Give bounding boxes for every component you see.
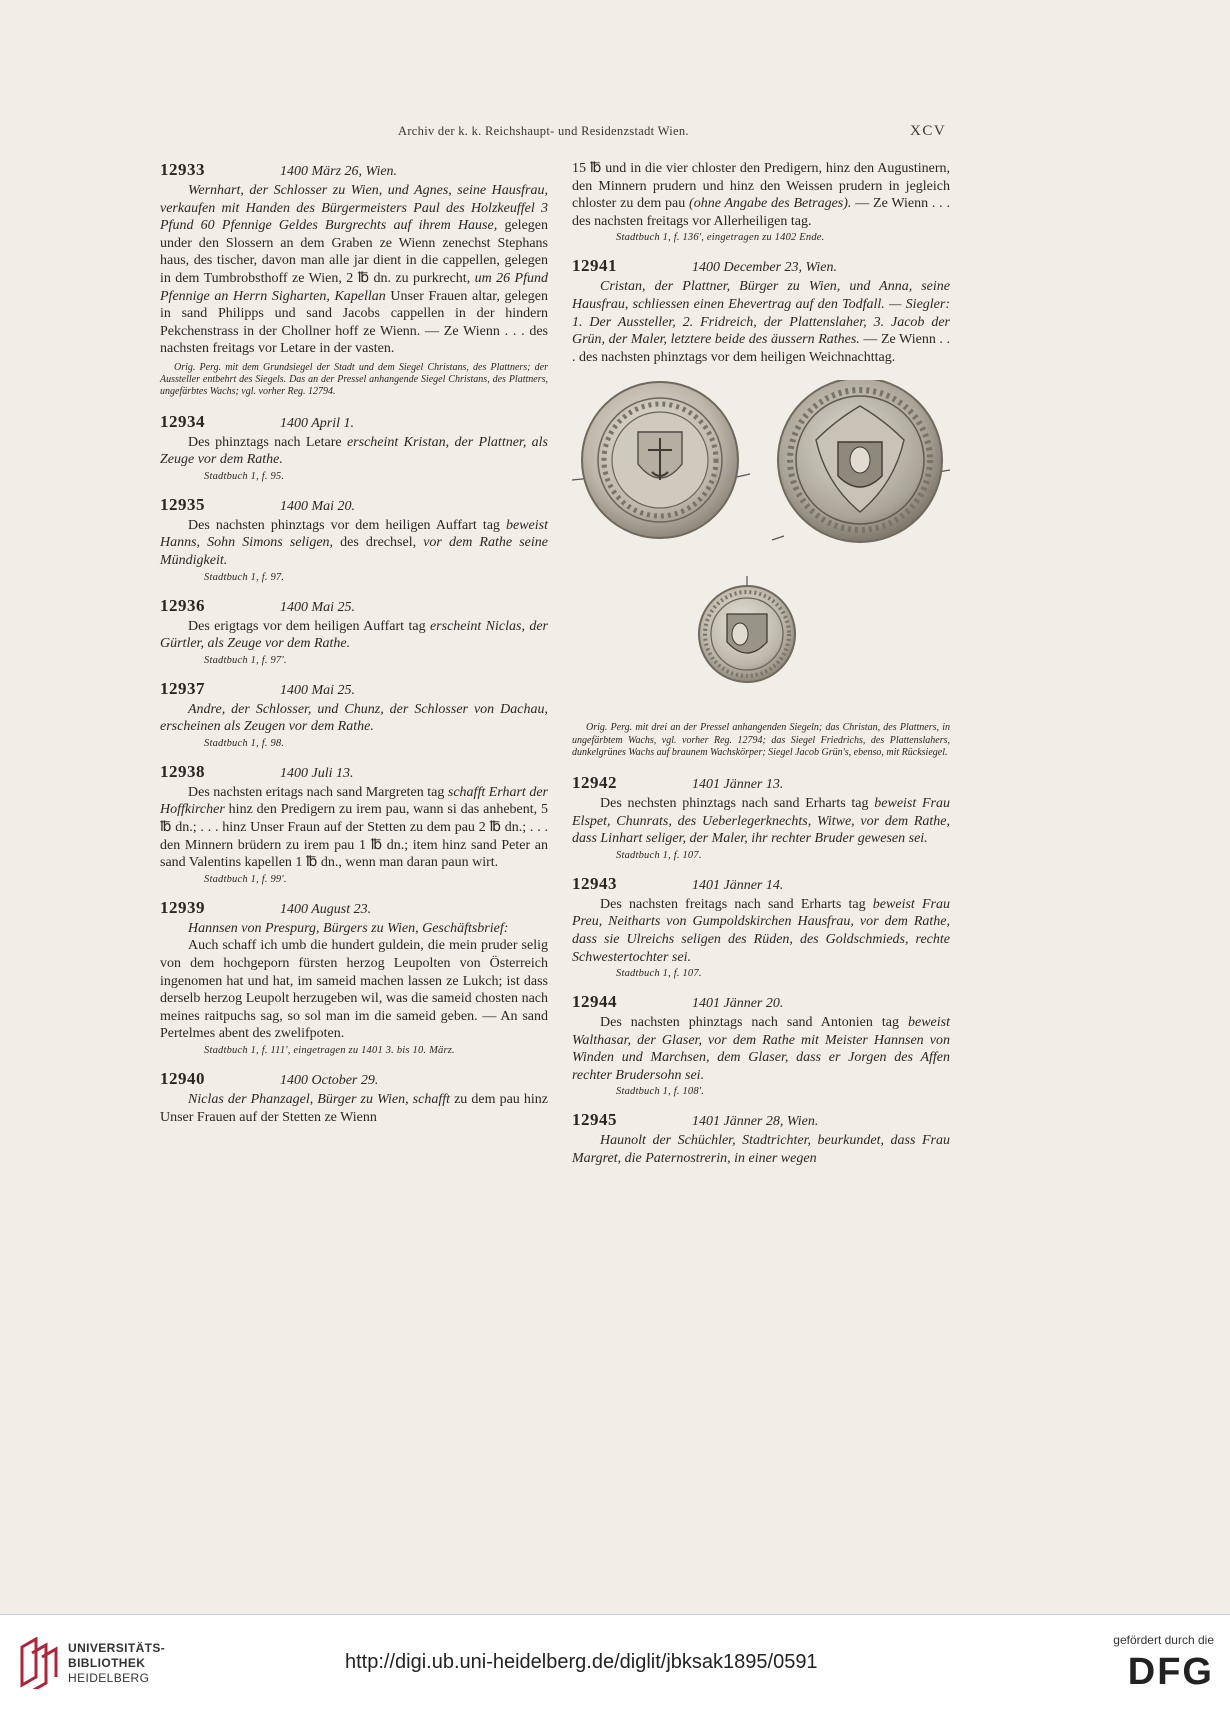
entry-number: 12944: [572, 992, 617, 1012]
source-reference: Stadtbuch 1, f. 98.: [204, 737, 285, 749]
funded-by-label: gefördert durch die: [1113, 1633, 1214, 1647]
entry-heading: [160, 495, 548, 515]
entry-heading: [572, 992, 950, 1012]
text-run: erscheint Kristan, der Plattner, als Zeuge vor dem Rathe.: [160, 434, 548, 468]
entry-text: [160, 701, 548, 736]
library-mark-icon: [18, 1637, 60, 1689]
regest-entry-12937: [160, 679, 548, 749]
funder-block: [1078, 1633, 1218, 1703]
regest-entry-12941: [572, 256, 950, 366]
library-name-line3: HEIDELBERG: [68, 1671, 150, 1685]
digitization-footer: [0, 1614, 1230, 1715]
library-name-line2: BIBLIOTHEK: [68, 1656, 146, 1670]
text-run: Hannsen von Prespurg, Bürgers zu Wien, Geschäftsbrief:: [188, 920, 509, 936]
left-column: [160, 160, 548, 1139]
entry-text: [572, 896, 950, 966]
dfg-logo[interactable]: DFG: [1127, 1651, 1214, 1693]
entry-date: 1400 April 1.: [280, 415, 355, 431]
entry-text: [160, 182, 548, 358]
regest-entry-12945: [572, 1110, 950, 1167]
text-run: zu dem pau hinz Unser Frauen auf der Stetten ze Wienn: [160, 1092, 548, 1125]
text-run: — Ze Wienn . . . des nachsten freitags vor Allerheiligen tag.: [572, 196, 950, 229]
regest-entry-12935: [160, 495, 548, 583]
text-run: erscheint Niclas, der Gürtler, als Zeuge vor dem Rathe.: [160, 618, 548, 652]
text-run: Des erigtags vor dem heiligen Auffart tag: [188, 618, 430, 634]
text-run: — Ze Wienn . . . des nachsten phinztags vor dem heiligen Weichnachttag.: [572, 332, 950, 365]
seal-christan-icon: [572, 382, 750, 538]
source-reference: Stadtbuch 1, f. 108'.: [616, 1086, 705, 1098]
source-reference: Stadtbuch 1, f. 97.: [204, 571, 285, 583]
entry-text: [160, 1091, 548, 1126]
library-name-line1: UNIVERSITÄTS-: [68, 1641, 166, 1655]
continuation-12940: [572, 160, 950, 243]
text-run: um 26 Pfund Pfennige an Herrn Sigharten, Kapellan: [160, 270, 548, 304]
entry-heading: [572, 874, 950, 894]
text-run: vor dem Rathe seine Mündigkeit.: [160, 535, 548, 568]
text-run: beweist Walthasar, der Glaser, vor dem Rathe mit Meister Hannsen von Winden und Marchsen, dem Glaser, dass er Jorgen des Affen rechter Brudersohn sei.: [572, 1015, 950, 1083]
regest-entry-12940: [160, 1069, 548, 1126]
regest-entry-12936: [160, 596, 548, 666]
text-run: Niclas der Phanzagel, Bürger zu Wien, schafft: [188, 1092, 450, 1108]
text-run: Des nachsten phinztags nach sand Antonien tag: [600, 1015, 908, 1031]
source-reference: Stadtbuch 1, f. 111', eingetragen zu 1401 3. bis 10. März.: [204, 1045, 455, 1057]
entry-date: 1400 August 23.: [280, 901, 372, 917]
entry-heading: [160, 762, 548, 782]
text-run: Cristan, der Plattner, Bürger zu Wien, und Anna, seine Hausfrau, schliessen einen Ehevertrag auf den Todfall. — Siegler: 1. Der Aussteller, 2. Fridreich, der Plattenslaher, 3. Jacob der Grün, der Maler, letztere beide des äussern Rathes.: [572, 279, 950, 348]
text-run: 15 ℔ und in die vier chloster den Predigern, hinz den Augustinern, den Minnern prudern und hinz den Weissen prudern in jegleich chloster zu dem pau: [572, 161, 950, 212]
entry-number: 12936: [160, 595, 205, 615]
source-reference: Stadtbuch 1, f. 136', eingetragen zu 1402 Ende.: [616, 232, 825, 244]
entry-heading: [572, 1110, 950, 1130]
entry-number: 12938: [160, 761, 205, 781]
source-reference: Stadtbuch 1, f. 107.: [616, 849, 702, 861]
entry-heading: [160, 1069, 548, 1089]
entry-date: 1400 Juli 13.: [280, 765, 354, 781]
running-header: [0, 124, 1230, 148]
entry-heading: [160, 596, 548, 616]
text-run: Des nachsten phinztags vor dem heiligen Auffart tag: [188, 517, 506, 533]
entry-text: [572, 1132, 950, 1167]
entry-date: 1401 Jänner 28, Wien.: [692, 1114, 819, 1130]
regest-entry-12934: [160, 412, 548, 482]
text-run: hinz den Predigern zu irem pau, wann si das anhebent, 5 ℔ dn.; . . . hinz Unser Fraun auf der Stetten zu dem pau 2 ℔ dn.; . . . den Minnern brüdern zu irem pau 1 ℔ dn.; item hinz sand Peter an sand Valentins kapellen 1 ℔ dn., wenn man daran paun wirt.: [160, 802, 548, 871]
text-run: Wernhart, der Schlosser zu Wien, und Agnes, seine Hausfrau, verkaufen mit Handen des Bürgermeisters Paul des Holzkeuffel 3 Pfund 60 Pfennige Geldes Burgrechts auf ihrem Hause,: [160, 183, 548, 234]
entry-number: 12939: [160, 897, 205, 917]
entry-number: 12935: [160, 494, 205, 514]
entry-note: Orig. Perg. mit dem Grundsiegel der Stadt und dem Siegel Christans, des Plattners; der Aussteller entbehrt des Siegels. Das an der Pressel anhangende Siegel Christans, des Plattners, ungefärbtes Wachs; vgl. vorher Reg. 12794.: [160, 361, 548, 398]
text-run: Des phinztags nach Letare: [188, 434, 347, 450]
entry-text: [572, 795, 950, 848]
entry-heading: [572, 773, 950, 793]
entry-number: 12937: [160, 678, 205, 698]
regest-entry-12938: [160, 762, 548, 885]
entry-text: [160, 618, 548, 653]
entry-text: [572, 1014, 950, 1084]
entry-text: [160, 784, 548, 872]
entry-date: 1400 Mai 20.: [280, 498, 356, 514]
entry-heading: [160, 898, 548, 918]
text-run: Andre, der Schlosser, und Chunz, der Schlosser von Dachau, erscheinen als Zeugen vor dem Rathe.: [160, 701, 548, 735]
regest-entry-12939: [160, 898, 548, 1056]
entry-heading: [572, 256, 950, 276]
text-run: Haunolt der Schüchler, Stadtrichter, beurkundet, dass Frau Margret, die Paternostrerin, in einer wegen: [572, 1133, 950, 1167]
text-run: Unser Frauen altar, gelegen in sand Philipps und sand Jacobs cappellen in der hindern Pekchenstrass in der Chollner hoff ze Wienn. — Ze Wienn . . . des nachsten freitags vor Letare in der vasten.: [160, 288, 548, 357]
entry-number: 12933: [160, 160, 205, 179]
seal-illustrations: [572, 380, 950, 716]
source-reference: Stadtbuch 1, f. 99'.: [204, 873, 287, 885]
entry-date: 1400 Mai 25.: [280, 599, 356, 615]
entry-text: [160, 920, 548, 938]
entry-date: 1401 Jänner 14.: [692, 877, 784, 893]
regest-entry-12942: [572, 773, 950, 861]
entry-number: 12945: [572, 1110, 617, 1130]
seals-engraving: [572, 380, 950, 716]
library-logo[interactable]: [18, 1637, 178, 1693]
entry-date: 1400 Mai 25.: [280, 682, 356, 698]
source-reference: Stadtbuch 1, f. 97'.: [204, 654, 287, 666]
page-number: XCV: [910, 123, 947, 139]
text-run: beweist Hanns, Sohn Simons seligen,: [160, 517, 548, 551]
entry-number: 12943: [572, 873, 617, 893]
entry-date: 1401 Jänner 20.: [692, 996, 784, 1012]
entry-heading: [160, 412, 548, 432]
source-reference: Stadtbuch 1, f. 95.: [204, 470, 285, 482]
text-run: beweist Frau Preu, Neitharts von Gumpoldskirchen Hausfrau, vor dem Rathe, dass sie Ulreichs seligen des Rüden, des Goldschmieds, rechte Schwestertochter sei.: [572, 896, 950, 965]
text-run: Des nachsten freitags nach sand Erharts tag: [600, 896, 873, 912]
entry-date: 1400 December 23, Wien.: [692, 260, 838, 276]
entry-quotation: Auch schaff ich umb die hundert guldein, die mein pruder selig von dem hochgeporn fürsten herzog Leupolten von Österreich ingenomen hat und hat, im sameid machen lassen ze Lukch; ist dass derselb herzog Leupolt herzugeben wil, was die sameid chosten nach meines raitpuchs sag, so sol man im die sameid geben. — An sand Pertelmes abent des zwelifpoten.: [160, 938, 548, 1042]
text-run: (ohne Angabe des Betrages).: [689, 196, 852, 212]
seal-caption: Orig. Perg. mit drei an der Pressel anhangenden Siegeln; das Christan, des Plattners, in ungefärbtem Wachs, vgl. vorher Reg. 12794; das Siegel Friedrichs, des Plattenslahers, dunkelgrünes Wachs auf braunem Wachskörper; Siegel Jacob Grün's, ebenso, mit Rücksiegel.: [572, 722, 950, 758]
text-run: Des nechsten phinztags nach sand Erharts tag: [600, 795, 875, 811]
entry-text: [572, 278, 950, 366]
text-run: schafft Erhart der Hoffkircher: [160, 784, 548, 818]
text-run: des drechsel,: [333, 535, 424, 551]
entry-number: 12940: [160, 1069, 205, 1089]
right-column: [572, 160, 950, 1181]
text-run: gelegen under den Slossern an dem Graben ze Wienn zenechst Stephans haus, des tischer, davon man alle jar dient in die cappellen, gelegen in dem Tumbrobsthoff ze Wien, 2 ℔ dn. zu purkrecht,: [160, 218, 549, 286]
entry-heading: [160, 160, 548, 180]
entry-number: 12941: [572, 256, 617, 276]
regest-entry-12944: [572, 992, 950, 1097]
entry-date: 1400 März 26, Wien.: [280, 164, 398, 179]
entry-number: 12942: [572, 772, 617, 792]
regest-entry-12943: [572, 874, 950, 979]
continuation-text: [572, 160, 950, 230]
entry-number: 12934: [160, 411, 205, 431]
seal-jacob-gruen-icon: [699, 576, 795, 682]
entry-heading: [160, 679, 548, 699]
entry-date: 1400 October 29.: [280, 1073, 379, 1089]
entry-text: [160, 517, 548, 570]
entry-date: 1401 Jänner 13.: [692, 776, 784, 792]
source-reference: Stadtbuch 1, f. 107.: [616, 968, 702, 980]
text-run: Des nachsten eritags nach sand Margreten tag: [188, 784, 448, 800]
seal-friedrich-icon: [772, 380, 950, 542]
entry-text: [160, 434, 548, 469]
permalink-url[interactable]: http://digi.ub.uni-heidelberg.de/diglit/jbksak1895/0591: [345, 1651, 818, 1673]
running-title: Archiv der k. k. Reichshaupt- und Residenzstadt Wien.: [398, 124, 689, 138]
regest-entry-12933: [160, 160, 548, 399]
text-run: beweist Frau Elspet, Chunrats, des Ueberlegerknechts, Witwe, vor dem Rathe, dass Linhart seliger, der Maler, ihr rechter Bruder gewesen sei.: [572, 795, 951, 847]
